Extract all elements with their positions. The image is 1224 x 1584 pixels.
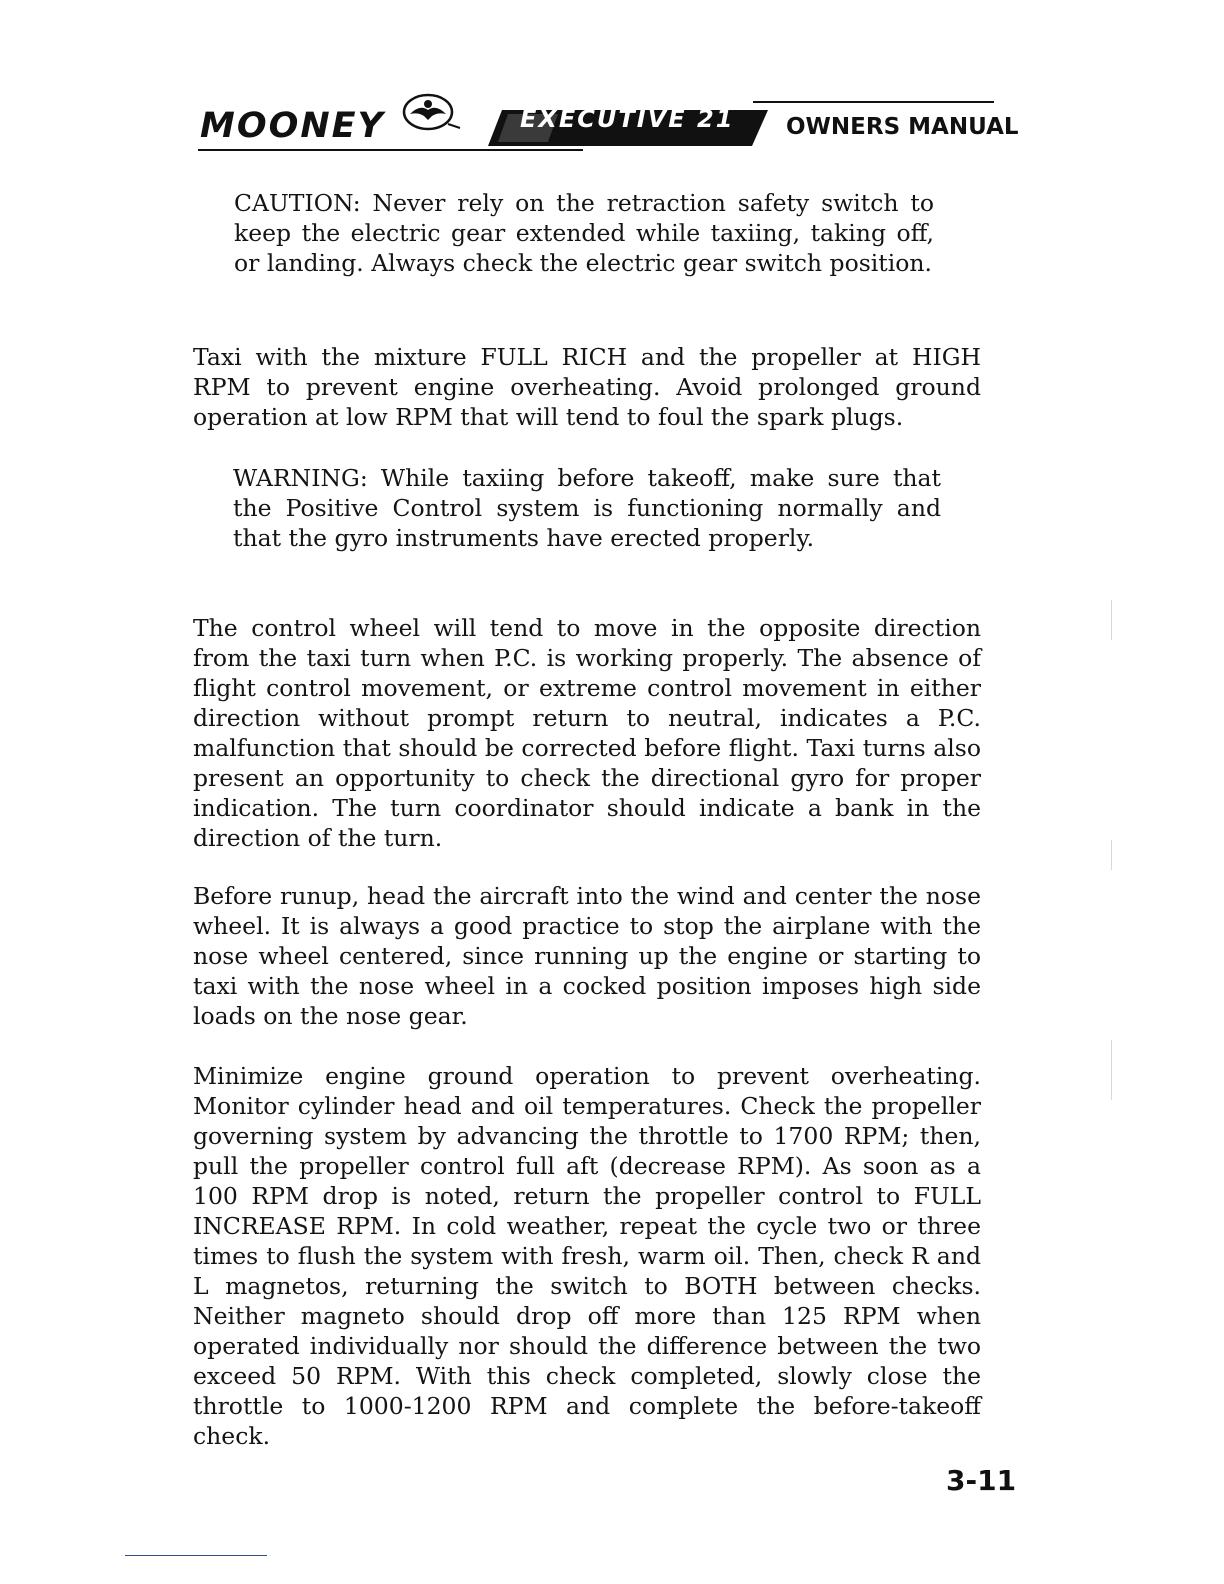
paragraph-engine-check: Minimize engine ground operation to prevent overheating. Monitor cylinder head and oil temperatures. Check the propeller governing system by advancing the throttle to 1700 RPM; then, pull the propeller control full aft (decrease RPM). As soon as a 100 RPM drop is noted, return the propeller control to FULL INCREASE RPM. In cold weather, repeat the cycle two or three times to flush the system with fresh, warm oil. Then, check R and L magnetos, returning the switch to BOTH between checks. Neither magneto should drop off more than 125 RPM when operated individually nor should the difference between the two exceed 50 RPM. With this check completed, slowly close the throttle to 1000-1200 RPM and complete the before-takeoff check. <box>193 1062 981 1450</box>
header-overline <box>753 101 994 103</box>
paragraph-control-wheel: The control wheel will tend to move in the opposite direction from the taxi turn when P.C. is working properly. The absence of flight control movement, or extreme control movement in either direction without prompt return to neutral, indicates a P.C. malfunction that should be corrected before flight. Taxi turns also present an opportunity to check the directional gyro for proper indication. The turn coordinator should indicate a bank in the direction of the turn. <box>193 614 981 852</box>
paragraph-taxi: Taxi with the mixture FULL RICH and the propeller at HIGH RPM to prevent engine overheating. Avoid prolonged ground operation at low RPM that will tend to foul the spark plugs. <box>193 343 981 431</box>
caution-note: CAUTION: Never rely on the retraction safety switch to keep the electric gear extended while taxiing, taking off, or landing. Always check the electric gear switch position. <box>234 189 934 277</box>
scan-edge-mark <box>1111 840 1112 870</box>
scan-edge-mark <box>1111 600 1112 640</box>
warning-note: WARNING: While taxiing before takeoff, make sure that the Positive Control system is functioning normally and that the gyro instruments have erected properly. <box>233 464 941 552</box>
manual-label: OWNERS MANUAL <box>786 114 1019 140</box>
footer-rule <box>125 1555 267 1556</box>
brand-name: MOONEY <box>200 106 385 146</box>
page-number: 3-11 <box>946 1464 1017 1497</box>
header-underline <box>198 149 583 151</box>
page-header <box>198 84 1019 156</box>
paragraph-runup: Before runup, head the aircraft into the wind and center the nose wheel. It is always a good practice to stop the airplane with the nose wheel centered, since running up the engine or starting to taxi with the nose wheel in a cocked position imposes high side loads on the nose gear. <box>193 882 981 1030</box>
model-name: EXECUTIVE 21 <box>520 105 735 133</box>
scan-edge-mark <box>1111 1040 1112 1100</box>
mooney-bird-emblem-icon <box>398 90 462 132</box>
